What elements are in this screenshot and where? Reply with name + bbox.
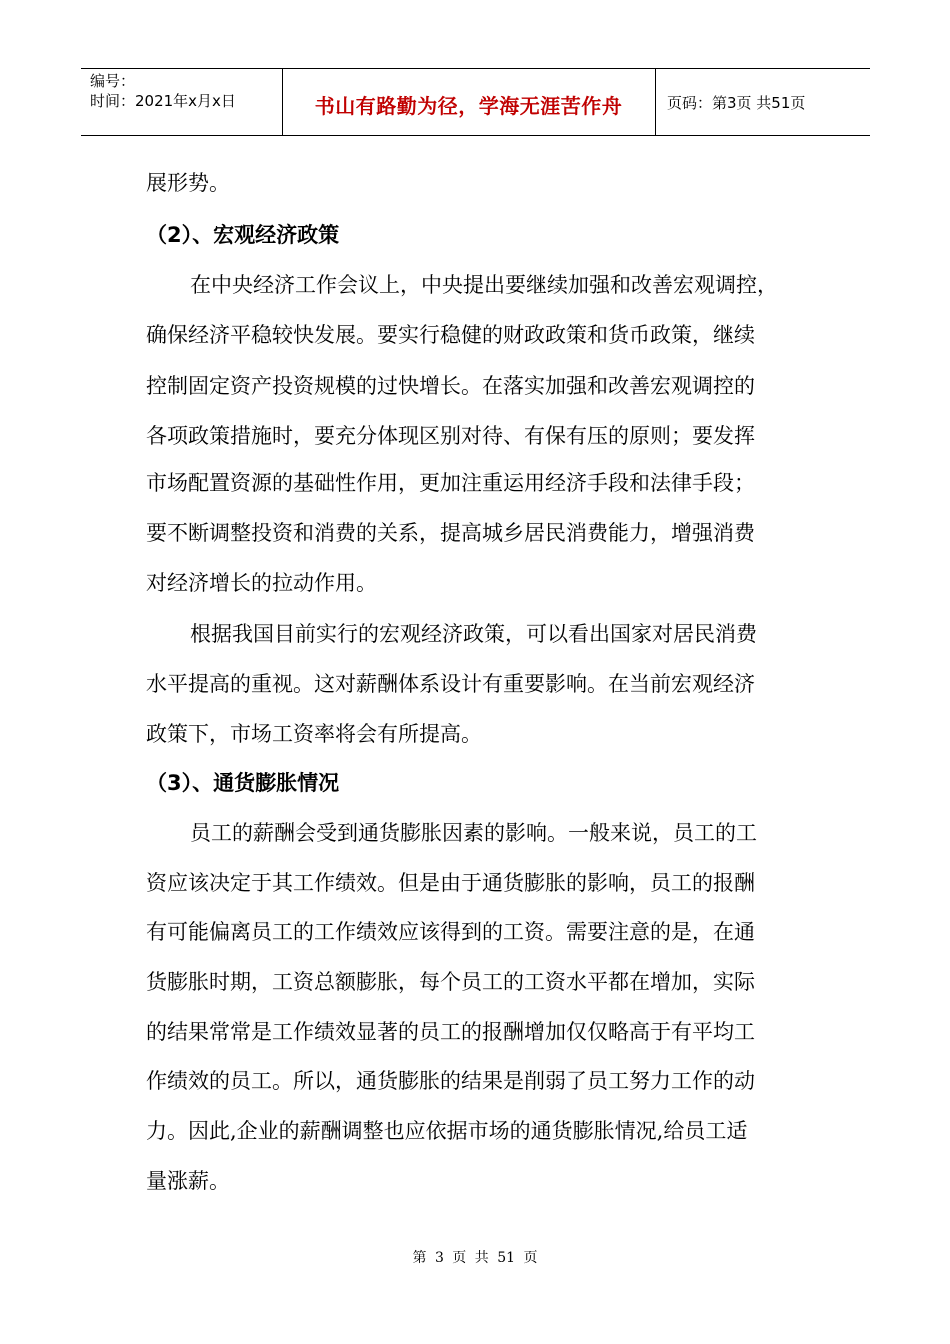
body-line: 力。因此,企业的薪酬调整也应依据市场的通货膨胀情况,给员工适 [146, 1119, 748, 1143]
header-number-label: 编号： [90, 72, 136, 90]
body-line: 作绩效的员工。所以，通货膨胀的结果是削弱了员工努力工作的动 [146, 1069, 755, 1093]
body-line: 量涨薪。 [146, 1169, 230, 1193]
header-divider-right [655, 68, 656, 135]
section-heading: （3）、通货膨胀情况 [146, 771, 340, 795]
body-line: 货膨胀时期，工资总额膨胀，每个员工的工资水平都在增加，实际 [146, 970, 755, 994]
body-line: 在中央经济工作会议上，中央提出要继续加强和改善宏观调控， [190, 273, 778, 297]
page-footer: 第 3 页 共 51 页 [412, 1250, 538, 1266]
body-line: 确保经济平稳较快发展。要实行稳健的财政政策和货币政策，继续 [146, 323, 755, 347]
body-line: 对经济增长的拉动作用。 [146, 571, 377, 595]
body-line: 有可能偏离员工的工作绩效应该得到的工资。需要注意的是，在通 [146, 920, 755, 944]
header-meta [90, 71, 236, 111]
body-line: 根据我国目前实行的宏观经济政策，可以看出国家对居民消费 [190, 622, 757, 646]
body-line: 水平提高的重视。这对薪酬体系设计有重要影响。在当前宏观经济 [146, 672, 755, 696]
header-motto: 书山有路勤为径，学海无涯苦作舟 [314, 94, 623, 118]
body-line: 员工的薪酬会受到通货膨胀因素的影响。一般来说，员工的工 [190, 821, 757, 845]
body-line: 政策下，市场工资率将会有所提高。 [146, 722, 482, 746]
body-line: 各项政策措施时，要充分体现区别对待、有保有压的原则；要发挥 [146, 424, 755, 448]
body-line: 要不断调整投资和消费的关系，提高城乡居民消费能力，增强消费 [146, 521, 755, 545]
header-bottom-rule [81, 135, 870, 136]
body-line: 展形势。 [146, 171, 230, 195]
header-page-info: 页码：第3页 共51页 [667, 94, 806, 112]
body-line: 市场配置资源的基础性作用，更加注重运用经济手段和法律手段； [146, 471, 755, 495]
header-top-rule [81, 68, 870, 69]
body-line: 的结果常常是工作绩效显著的员工的报酬增加仅仅略高于有平均工 [146, 1020, 755, 1044]
body-line: 控制固定资产投资规模的过快增长。在落实加强和改善宏观调控的 [146, 374, 755, 398]
body-line: 资应该决定于其工作绩效。但是由于通货膨胀的影响，员工的报酬 [146, 871, 755, 895]
header-time-label: 时间：2021年x月x日 [90, 92, 236, 110]
section-heading: （2）、宏观经济政策 [146, 223, 340, 247]
